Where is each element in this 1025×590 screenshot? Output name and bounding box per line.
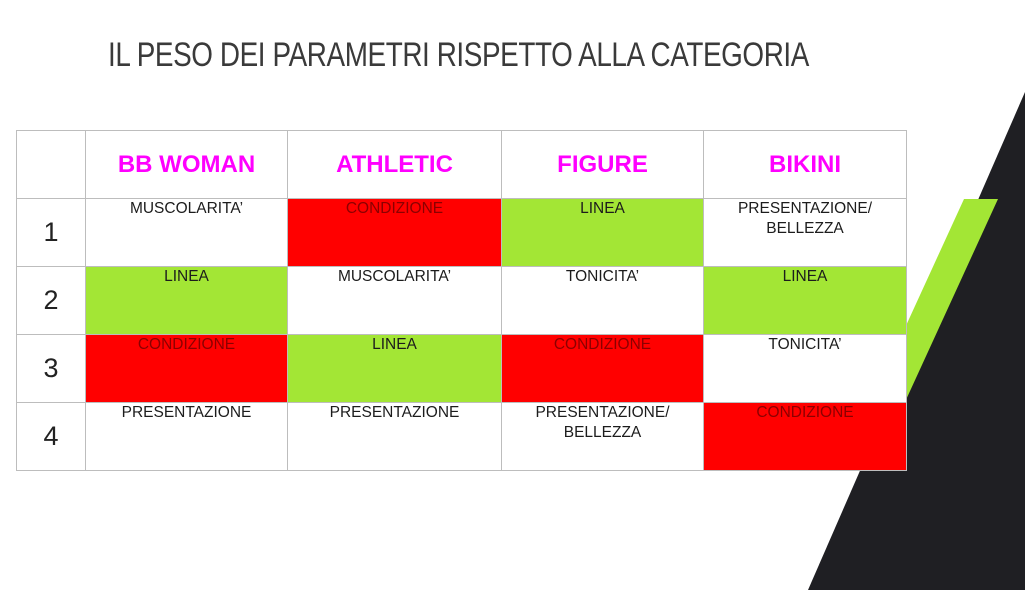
table-row [17,267,907,335]
rank-cell: 1 [17,199,86,267]
parameter-cell [86,199,288,267]
rank-cell: 3 [17,335,86,403]
parameter-text: CONDIZIONE [137,336,236,353]
parameter-table-container [16,130,907,471]
header-row [17,131,907,199]
parameter-cell [502,267,704,335]
rank-cell: 4 [17,403,86,471]
parameter-text: CONDIZIONE [756,404,854,421]
parameter-cell [502,403,704,471]
corner-cell [17,131,86,199]
slide-title: IL PESO DEI PARAMETRI RISPETTO ALLA CATEGORIA [108,36,809,74]
parameter-cell [86,267,288,335]
parameter-text: TONICITA’ [565,268,640,285]
parameter-text: CONDIZIONE [553,336,652,353]
parameter-text: LINEA [580,200,625,217]
parameter-cell [288,267,502,335]
parameter-cell [288,403,502,471]
parameter-text: LINEA [372,336,417,353]
parameter-cell [704,199,907,267]
parameter-text: LINEA [164,268,209,285]
parameter-text: PRESENTAZIONE/ BELLEZZA [737,200,873,237]
parameter-cell [86,403,288,471]
table-row [17,403,907,471]
table-row [17,199,907,267]
parameter-text: PRESENTAZIONE [329,404,460,421]
parameter-text: PRESENTAZIONE [121,404,252,421]
table-row [17,335,907,403]
parameter-text: MUSCOLARITA’ [337,268,452,285]
parameter-text: MUSCOLARITA’ [129,200,244,217]
parameter-cell [502,199,704,267]
parameter-cell [704,403,907,471]
category-header-bb-woman: BB WOMAN [86,131,288,199]
parameter-text: LINEA [782,268,828,285]
category-header-figure: FIGURE [502,131,704,199]
category-header-athletic: ATHLETIC [288,131,502,199]
parameter-weight-table [16,130,907,471]
parameter-text: TONICITA’ [768,336,842,353]
parameter-cell [288,199,502,267]
category-header-bikini: BIKINI [704,131,907,199]
parameter-text: PRESENTAZIONE/ BELLEZZA [535,404,670,441]
parameter-cell [704,335,907,403]
parameter-cell [288,335,502,403]
parameter-cell [502,335,704,403]
parameter-cell [86,335,288,403]
rank-cell: 2 [17,267,86,335]
parameter-text: CONDIZIONE [345,200,444,217]
parameter-cell [704,267,907,335]
